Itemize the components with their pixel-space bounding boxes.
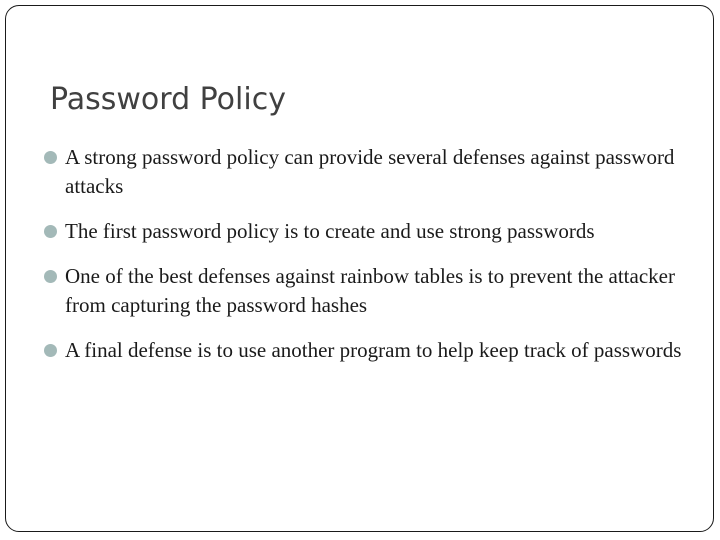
bullet-item — [44, 262, 694, 320]
bullet-text: The first password policy is to create and use strong passwords — [65, 219, 595, 243]
bullet-dot-icon — [44, 344, 57, 357]
bullet-text: A final defense is to use another program to help keep track of passwords — [65, 338, 682, 362]
slide-title: Password Policy — [50, 82, 286, 117]
bullet-item — [44, 217, 694, 246]
bullet-list — [44, 143, 694, 365]
bullet-text: One of the best defenses against rainbow tables is to prevent the attacker from capturing the password hashes — [65, 264, 675, 317]
bullet-item — [44, 143, 694, 201]
bullet-dot-icon — [44, 270, 57, 283]
bullet-item — [44, 336, 694, 365]
bullet-dot-icon — [44, 225, 57, 238]
bullet-text: A strong password policy can provide several defenses against password attacks — [65, 145, 675, 198]
bullet-dot-icon — [44, 151, 57, 164]
